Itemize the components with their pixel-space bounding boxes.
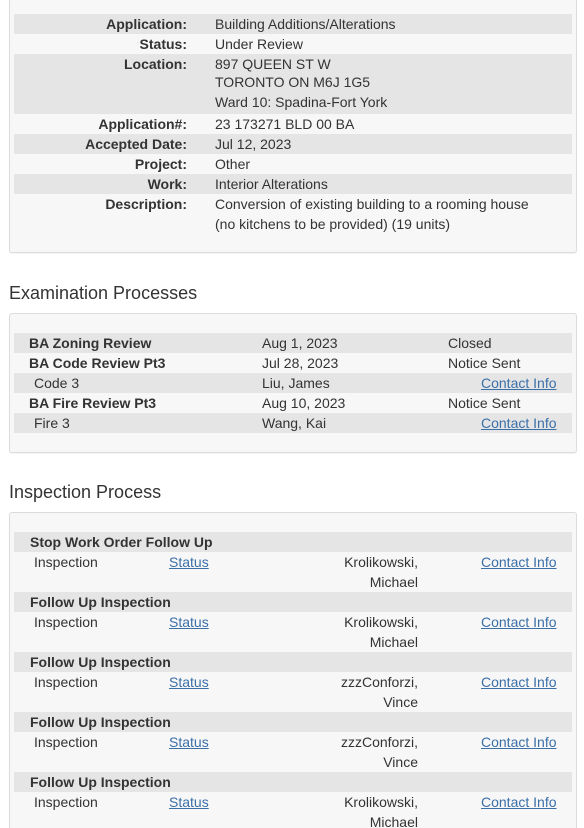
exam-examiner: Wang, Kai xyxy=(262,415,327,431)
exam-subprocess: Fire 3 xyxy=(34,415,70,431)
exam-process-name: BA Code Review Pt3 xyxy=(29,355,166,371)
inspector-name: Vince xyxy=(383,754,418,770)
detail-value: TORONTO ON M6J 1G5 xyxy=(215,74,371,90)
contact-info-link[interactable]: Contact Info xyxy=(481,674,557,690)
inspector-name: Michael xyxy=(369,814,418,828)
detail-value: Ward 10: Spadina-Fort York xyxy=(215,94,388,110)
application-details-panel xyxy=(9,0,577,253)
inspection-row xyxy=(14,552,572,592)
detail-value: Building Additions/Alterations xyxy=(215,16,396,32)
detail-row-application xyxy=(14,14,572,34)
detail-value: (no kitchens to be provided) (19 units) xyxy=(215,216,451,232)
exam-sub-row xyxy=(14,413,572,433)
inspection-heading: Follow Up Inspection xyxy=(30,714,171,730)
inspector-name: Vince xyxy=(383,694,418,710)
examination-processes-panel xyxy=(9,313,577,453)
contact-info-link[interactable]: Contact Info xyxy=(481,794,557,810)
inspection-row xyxy=(14,732,572,772)
detail-value: Jul 12, 2023 xyxy=(215,136,292,152)
detail-row-description xyxy=(14,194,572,234)
inspection-type: Inspection xyxy=(34,794,98,810)
exam-date: Aug 10, 2023 xyxy=(262,395,346,411)
inspection-heading: Follow Up Inspection xyxy=(30,774,171,790)
exam-date: Aug 1, 2023 xyxy=(262,335,338,351)
exam-process-name: BA Zoning Review xyxy=(29,335,152,351)
status-link[interactable]: Status xyxy=(169,734,209,750)
inspection-row xyxy=(14,792,572,828)
detail-label: Project: xyxy=(134,156,187,172)
status-link[interactable]: Status xyxy=(169,794,209,810)
exam-process-name: BA Fire Review Pt3 xyxy=(29,395,157,411)
inspector-name: Michael xyxy=(369,574,418,590)
inspection-heading: Follow Up Inspection xyxy=(30,594,171,610)
detail-label: Location: xyxy=(124,56,187,72)
inspection-process-heading: Inspection Process xyxy=(9,482,162,502)
detail-value: 23 173271 BLD 00 BA xyxy=(215,116,355,132)
exam-status: Notice Sent xyxy=(448,395,521,411)
status-link[interactable]: Status xyxy=(169,674,209,690)
detail-label: Application#: xyxy=(98,116,187,132)
inspection-heading-row xyxy=(14,592,572,612)
contact-info-link[interactable]: Contact Info xyxy=(481,734,557,750)
contact-info-link[interactable]: Contact Info xyxy=(481,415,557,431)
inspection-type: Inspection xyxy=(34,674,98,690)
inspector-name: Michael xyxy=(369,634,418,650)
detail-row-project xyxy=(14,154,572,174)
contact-info-link[interactable]: Contact Info xyxy=(481,375,557,391)
detail-row-application-number xyxy=(14,114,572,134)
detail-value: 897 QUEEN ST W xyxy=(215,56,331,72)
exam-subprocess: Code 3 xyxy=(34,375,80,391)
exam-sub-row xyxy=(14,373,572,393)
status-link[interactable]: Status xyxy=(169,614,209,630)
inspection-heading-row xyxy=(14,652,572,672)
examination-processes-heading: Examination Processes xyxy=(9,283,198,303)
inspection-heading: Stop Work Order Follow Up xyxy=(30,534,213,550)
inspection-heading: Follow Up Inspection xyxy=(30,654,171,670)
exam-row xyxy=(14,333,572,353)
contact-info-link[interactable]: Contact Info xyxy=(481,614,557,630)
detail-value: Other xyxy=(215,156,251,172)
status-link[interactable]: Status xyxy=(169,554,209,570)
exam-status: Closed xyxy=(448,335,492,351)
exam-row xyxy=(14,393,572,413)
detail-label: Application: xyxy=(106,16,187,32)
detail-row-accepted-date xyxy=(14,134,572,154)
inspection-heading-row xyxy=(14,712,572,732)
inspection-heading-row xyxy=(14,532,572,552)
inspection-heading-row xyxy=(14,772,572,792)
detail-label: Accepted Date: xyxy=(85,136,187,152)
inspection-type: Inspection xyxy=(34,734,98,750)
inspection-process-panel xyxy=(9,512,577,828)
detail-row-work xyxy=(14,174,572,194)
detail-label: Description: xyxy=(105,196,187,212)
exam-examiner: Liu, James xyxy=(262,375,330,391)
detail-label: Work: xyxy=(147,176,187,192)
detail-value: Interior Alterations xyxy=(215,176,328,192)
detail-value: Conversion of existing building to a rooming house xyxy=(215,196,529,212)
detail-label: Status: xyxy=(139,36,187,52)
inspector-name: zzzConforzi, xyxy=(340,734,418,750)
detail-row-location xyxy=(14,54,572,114)
inspection-row xyxy=(14,672,572,712)
contact-info-link[interactable]: Contact Info xyxy=(481,554,557,570)
inspector-name: zzzConforzi, xyxy=(340,674,418,690)
inspection-type: Inspection xyxy=(34,614,98,630)
inspector-name: Krolikowski, xyxy=(344,794,418,810)
inspection-type: Inspection xyxy=(34,554,98,570)
exam-row xyxy=(14,353,572,373)
detail-value: Under Review xyxy=(215,36,303,52)
detail-row-status xyxy=(14,34,572,54)
inspector-name: Krolikowski, xyxy=(344,614,418,630)
inspection-row xyxy=(14,612,572,652)
inspector-name: Krolikowski, xyxy=(344,554,418,570)
exam-date: Jul 28, 2023 xyxy=(262,355,339,371)
exam-status: Notice Sent xyxy=(448,355,521,371)
